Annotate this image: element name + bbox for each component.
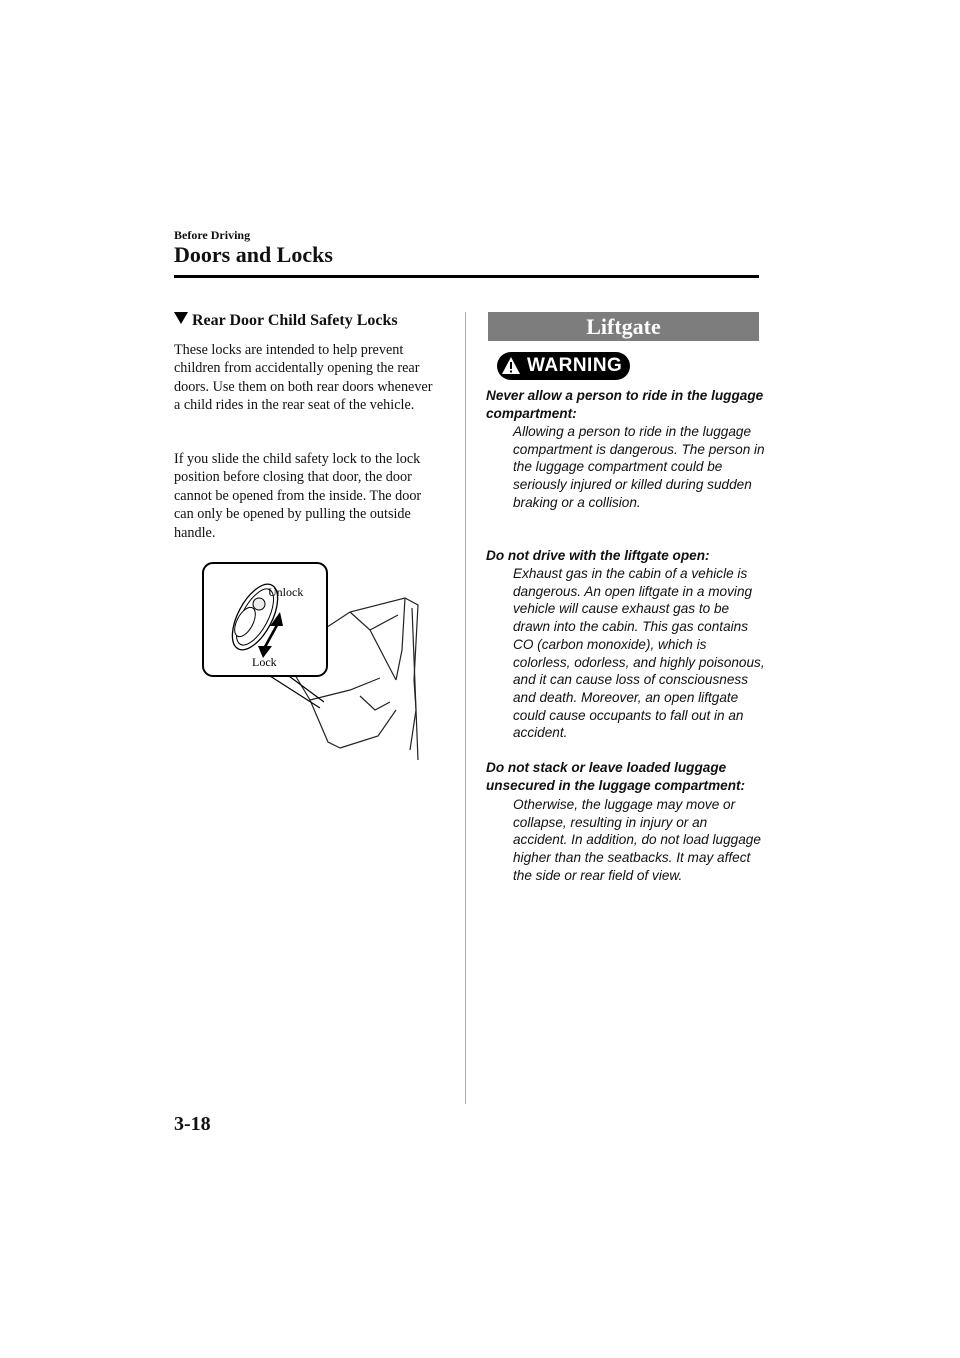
- child-lock-paragraph-2: If you slide the child safety lock to the lock position before closing that door, the door cannot be opened from the inside. The door can only be opened by pulling the outside handle.: [174, 451, 422, 541]
- child-lock-heading-text: Rear Door Child Safety Locks: [192, 312, 398, 329]
- warning-triangle-icon: [501, 356, 521, 376]
- warning-title: Never allow a person to ride in the luggage compartment:: [486, 388, 764, 421]
- warning-title: Do not stack or leave loaded luggage unsecured in the luggage compartment:: [486, 760, 746, 793]
- warning-badge: [497, 352, 630, 380]
- warning-body: Allowing a person to ride in the luggage compartment is dangerous. The person in the luggage compartment could be seriously injured or killed during sudden braking or a collision.: [513, 424, 765, 510]
- child-lock-heading: [174, 312, 398, 330]
- chapter-title: Doors and Locks: [174, 242, 333, 267]
- warning-label: WARNING: [527, 355, 623, 376]
- child-lock-paragraph-1: These locks are intended to help prevent children from accidentally opening the rear doors. Use them on both rear doors whenever a child rides in the rear seat of the vehicle.: [174, 342, 433, 414]
- section-kicker: Before Driving: [174, 228, 251, 242]
- header-rule: [174, 275, 759, 278]
- liftgate-section-bar: Liftgate: [488, 312, 759, 341]
- warning-title: Do not drive with the liftgate open:: [486, 548, 710, 563]
- page-number: 3-18: [174, 1113, 211, 1135]
- child-lock-illustration: [200, 560, 425, 760]
- lock-label: Lock: [252, 655, 277, 669]
- triangle-bullet-icon: [174, 312, 188, 324]
- unlock-label: Unlock: [268, 585, 304, 599]
- warning-body: Exhaust gas in the cabin of a vehicle is dangerous. An open liftgate in a moving vehicle will cause exhaust gas to be drawn into the cabin. This gas contains CO (carbon monoxide), which is colorless, odorless, and highly poisonous, and it can cause loss of consciousness and death. Moreover, an open liftgate could cause occupants to fall out in an accident.: [513, 566, 765, 741]
- warning-body: Otherwise, the luggage may move or collapse, resulting in injury or an accident. In addition, do not load luggage higher than the seatbacks. It may affect the side or rear field of view.: [513, 797, 761, 883]
- column-divider: [465, 312, 466, 1104]
